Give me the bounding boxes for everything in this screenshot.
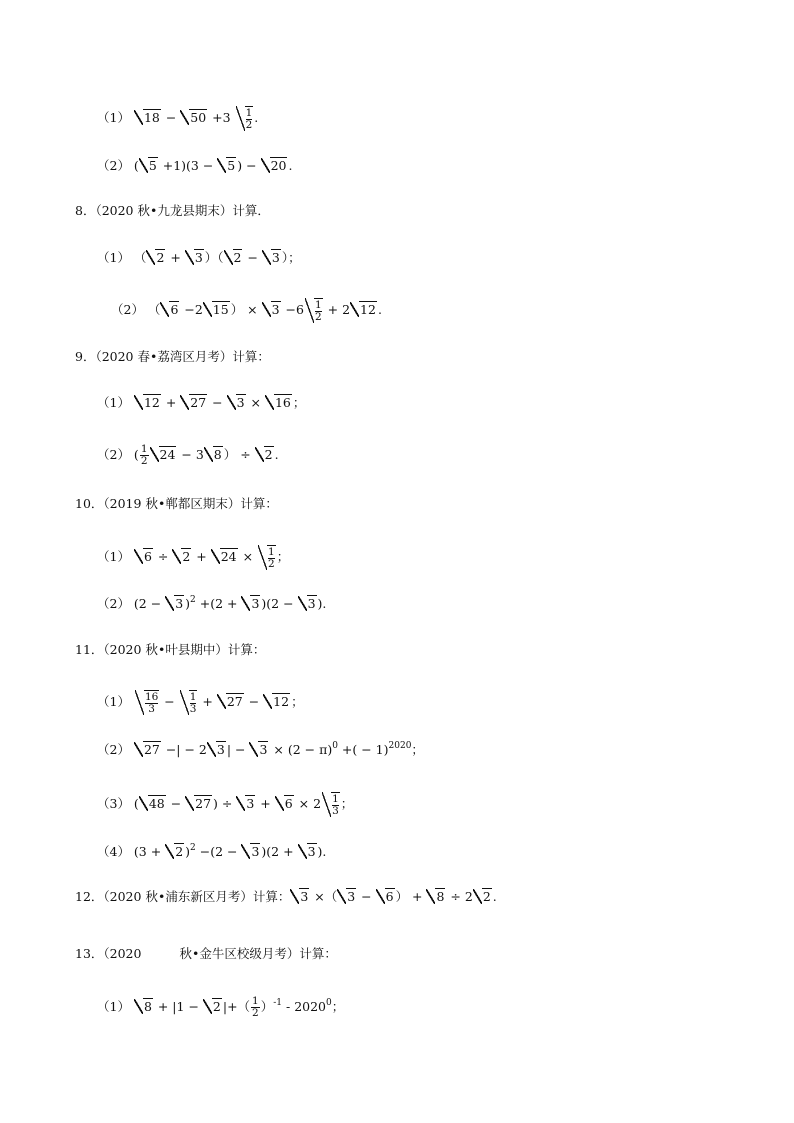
problem-13-heading-a: 13．（2020 <box>75 946 142 961</box>
sqrt: 16 <box>265 393 292 413</box>
sqrt: 3 <box>298 594 317 614</box>
sqrt: 5 <box>139 156 158 176</box>
sqrt-fraction: 1 2 <box>305 298 323 323</box>
part-label: （2） <box>97 158 130 173</box>
fraction: $\frac{1}{2}$ <box>140 443 148 467</box>
sqrt: 15 <box>203 300 230 320</box>
sqrt: 8 <box>426 887 445 907</box>
sqrt: 27 <box>180 393 207 413</box>
sqrt: 3 <box>262 300 281 320</box>
part-label: （1） <box>97 110 130 125</box>
sqrt: 2 <box>165 842 184 862</box>
part-label: （4） <box>97 844 130 859</box>
problem-8-heading: 8．（2020 秋•九龙县期末）计算． <box>75 203 270 218</box>
sqrt: 5 <box>217 156 236 176</box>
sqrt: 18 <box>134 108 161 128</box>
problem-13-heading <box>75 944 337 964</box>
part-label: （2） <box>97 447 130 462</box>
sqrt: 12 <box>134 393 161 413</box>
sqrt: 3 <box>236 794 255 814</box>
sqrt: 27 <box>134 740 161 760</box>
sqrt: 2 <box>146 248 165 268</box>
sqrt: 6 <box>275 794 294 814</box>
sqrt: 2 <box>473 887 492 907</box>
sqrt: 6 <box>134 547 153 567</box>
problem-11-part-2: （2） 27 −| − 2 3 | − $3 \times (2 - \pi)^0$ +( − 1)$^{2020}$； <box>97 740 424 760</box>
sqrt: 3 <box>207 740 226 760</box>
problem-12: 12．（2020 秋•浦东新区月考）计算： 3 ×（ 3 − 6 ） + 8 ÷ 2 2 . <box>75 887 497 907</box>
problem-7-part-1: （1） 18 − 50 +3 1 2 . <box>97 107 259 131</box>
sqrt: 3 <box>241 842 260 862</box>
sqrt: 48 <box>139 794 166 814</box>
problem-9-part-1: （1） 12 + 27 − 3 × 16 ； <box>97 393 305 413</box>
sqrt: 8 <box>134 997 153 1017</box>
sqrt: 12 <box>263 692 290 712</box>
sqrt: 27 <box>185 794 212 814</box>
sqrt: 6 <box>160 300 179 320</box>
sqrt: 2 <box>172 547 191 567</box>
part-label: （1） <box>97 395 130 410</box>
fraction: $\frac{1}{2}$ <box>252 995 259 1019</box>
problem-9-heading: 9．（2020 春•荔湾区月考）计算： <box>75 349 270 364</box>
problem-7-part-2: （2） ( 5 +1)(3 − 5 ) − 20 . <box>97 156 292 176</box>
sqrt: 12 <box>350 300 377 320</box>
part-label: （1） <box>97 694 130 709</box>
sqrt: 20 <box>261 156 288 176</box>
part-label: （1） <box>97 549 130 564</box>
sqrt: 2 <box>203 997 222 1017</box>
part-label: （2） <box>111 302 144 317</box>
problem-13-part-1: （1） 8 + |1 − 2 |+（ $\frac{1}{2}$ ）$^{-1}$ - 2020$^0$； <box>97 995 345 1019</box>
problem-10-heading: 10．（2019 秋•郸都区期末）计算： <box>75 496 278 511</box>
sqrt: 6 <box>376 887 395 907</box>
problem-10-part-2: （2） (2 − 3 )$^2$ +(2 + 3 )(2 − 3 ). <box>97 594 326 614</box>
sqrt: 3 <box>227 393 246 413</box>
sqrt-fraction: 1 3 <box>180 690 198 715</box>
part-label: （2） <box>97 596 130 611</box>
sqrt: 24 <box>150 445 177 465</box>
sqrt: 27 <box>217 692 244 712</box>
problem-12-heading: 12．（2020 秋•浦东新区月考）计算： <box>75 889 291 904</box>
sqrt: 3 <box>290 887 309 907</box>
problem-11-part-1: （1） 16 3 − 1 3 + 27 − 12 ； <box>97 691 304 715</box>
problem-13-heading-b: 秋•金牛区校级月考）计算： <box>179 946 337 961</box>
sqrt: 8 <box>204 445 223 465</box>
part-label: （1） <box>97 250 130 265</box>
problem-11-part-4: （4） (3 + 2 )$^2$ −(2 − 3 )(2 + 3 ). <box>97 842 326 862</box>
problem-11-part-3: （3） ( 48 − 27 ) ÷ 3 + 6 × 2 1 3 ； <box>97 793 354 817</box>
sqrt: 3 <box>241 594 260 614</box>
sqrt-fraction: 1 2 <box>236 106 254 131</box>
part-label: （2） <box>97 742 130 757</box>
problem-8-part-1: （1） （ 2 + 3 ）（ 2 − 3 ）； <box>97 248 301 268</box>
problem-8-part-2: （2） （ 6 −2 15 ） × 3 −6 1 2 + 2 12 . <box>111 299 382 323</box>
sqrt: 3 <box>262 248 281 268</box>
sqrt-fraction: 16 3 <box>135 690 159 715</box>
sqrt-fraction: 1 3 <box>322 792 340 817</box>
sqrt: 24 <box>211 547 238 567</box>
part-label: （3） <box>97 796 130 811</box>
problem-9-part-2: （2） ( $\frac{1}{2}$ 24 − 3 8 ） ÷ 2 . <box>97 443 279 467</box>
sqrt: 2 <box>224 248 243 268</box>
sqrt: 3 <box>337 887 356 907</box>
sqrt: 3 <box>165 594 184 614</box>
part-label: （1） <box>97 999 130 1014</box>
sqrt: 3 <box>249 740 268 760</box>
sqrt: 3 <box>298 842 317 862</box>
sqrt: 3 <box>185 248 204 268</box>
sqrt-fraction: 1 2 <box>258 545 276 570</box>
sqrt: 2 <box>255 445 274 465</box>
sqrt: 50 <box>180 108 207 128</box>
problem-11-heading: 11．（2020 秋•叶县期中）计算： <box>75 642 266 657</box>
problem-10-part-1: （1） 6 ÷ 2 + 24 × 1 2 ； <box>97 546 290 570</box>
